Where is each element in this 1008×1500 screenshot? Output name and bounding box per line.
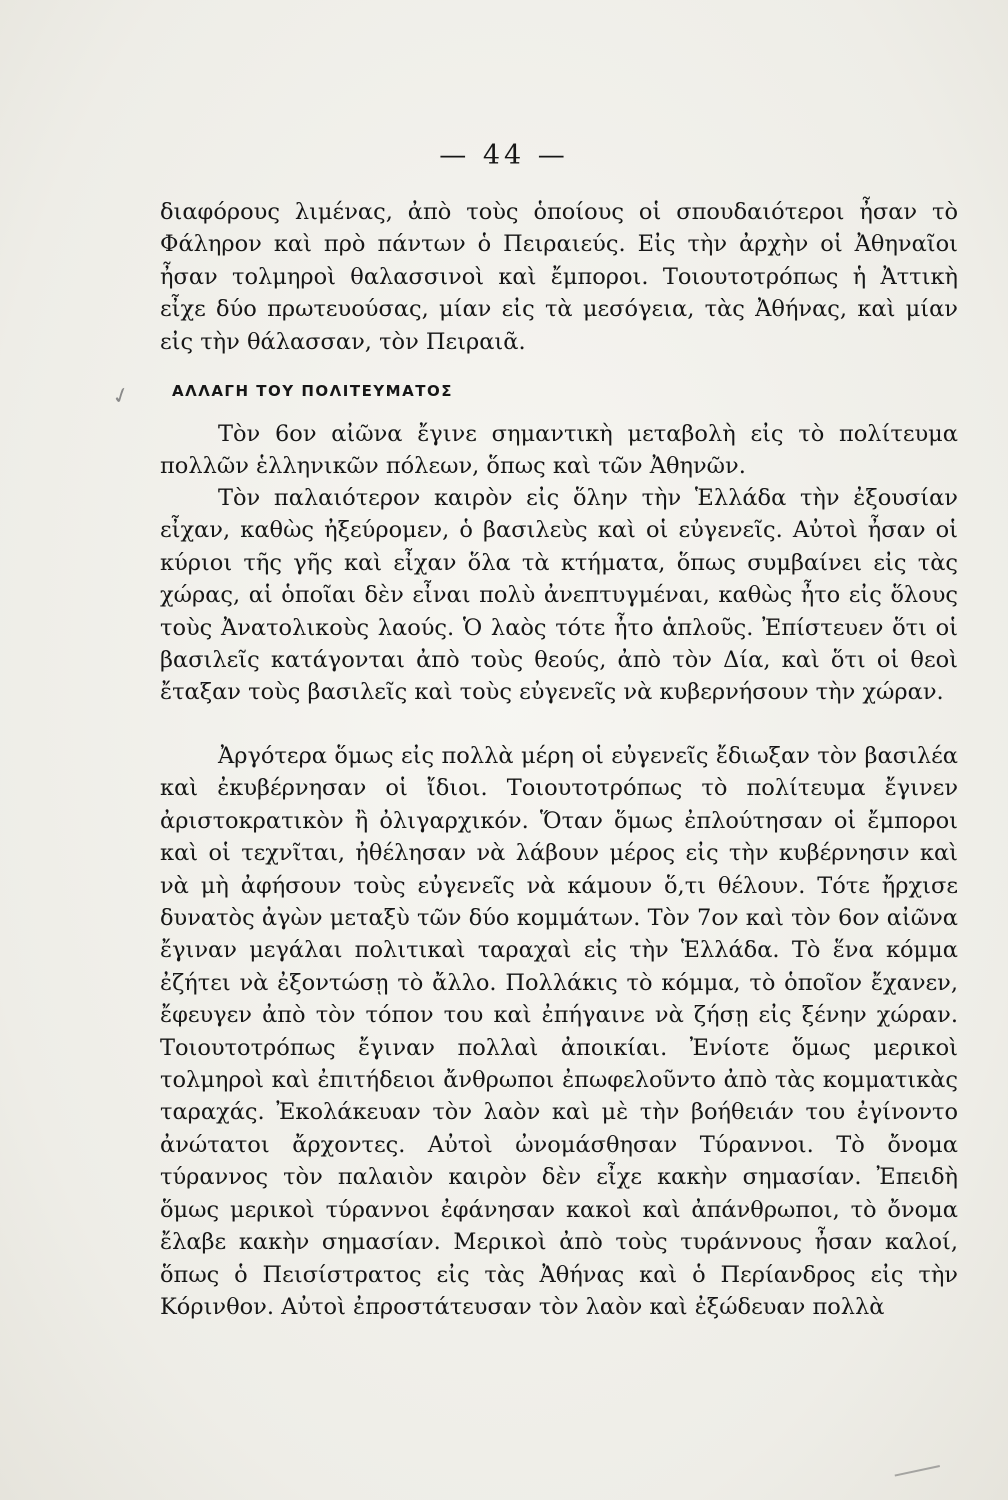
section-heading: ΑΛΛΑΓΗ ΤΟΥ ΠΟΛΙΤΕΥΜΑΤΟΣ <box>172 382 453 400</box>
pencil-scribble-icon <box>890 1443 940 1476</box>
paragraph-tyrants: Ἀργότερα ὅμως εἰς πολλὰ μέρη οἱ εὐγενεῖς ἔδιωξαν τὸν βασιλέα καὶ ἐκυβέρνησαν οἱ ἴδιοι. Τοιουτοτρόπως τὸ πολίτευμα ἔγινεν ἀριστοκρατικὸν ἢ ὀλιγαρχικόν. Ὅταν ὅμως ἐπλούτησαν οἱ ἔμποροι καὶ οἱ τεχνῖται, ἠθέλησαν νὰ λάβουν μέρος εἰς τὴν κυβέρνησιν καὶ νὰ μὴ ἀφήσουν τοὺς εὐγενεῖς νὰ κάμουν ὅ,τι θέλουν. Τότε ἤρχισε δυνατὸς ἀγὼν μεταξὺ τῶν δύο κομμάτων. Τὸν 7ον καὶ τὸν 6ον αἰῶνα ἔγιναν μεγάλαι πολιτικαὶ ταραχαὶ εἰς τὴν Ἑλλάδα. Τὸ ἕνα κόμμα ἐζήτει νὰ ἐξοντώσῃ τὸ ἄλλο. Πολλάκις τὸ κόμμα, τὸ ὁποῖον ἔχανεν, ἔφευγεν ἀπὸ τὸν τόπον του καὶ ἐπήγαινε νὰ ζήσῃ εἰς ξένην χώραν. Τοιουτοτρόπως ἔγιναν πολλαὶ ἀποικίαι. Ἐνίοτε ὅμως μερικοὶ τολμηροὶ καὶ ἐπιτήδειοι ἄνθρωποι ἐπωφελοῦντο ἀπὸ τὰς κομματικὰς ταραχάς. Ἐκολάκευαν τὸν λαὸν καὶ μὲ τὴν βοήθειάν του ἐγίνοντο ἀνώτατοι ἄρχοντες. Αὐτοὶ ὠνομάσθησαν Τύραννοι. Τὸ ὄνομα τύραννος τὸν παλαιὸν καιρὸν δὲν εἶχε κακὴν σημασίαν. Ἐπειδὴ ὅμως μερικοὶ τύραννοι ἐφάνησαν κακοὶ καὶ ἀπάνθρωποι, τὸ ὄνομα ἔλαβε κακὴν σημασίαν. Μερικοὶ ἀπὸ τοὺς τυράννους ἦσαν καλοί, ὅπως ὁ Πεισίστρατος εἰς τὰς Ἀθήνας καὶ ὁ Περίανδρος εἰς τὴν Κόρινθον. Αὐτοὶ ἐπροστάτευσαν τὸν λαὸν καὶ ἐξώδευαν πολλὰ <box>160 743 958 1320</box>
page-number: — 44 — <box>439 140 569 171</box>
paragraph-change: Τὸν 6ον αἰῶνα ἔγινε σημαντικὴ μεταβολὴ εἰς τὸ πολίτευμα πολλῶν ἑλληνικῶν πόλεων, ὅπως καὶ τῶν Ἀθηνῶν. <box>160 421 958 480</box>
paragraph-kings-nobles: Τὸν παλαιότερον καιρὸν εἰς ὅλην τὴν Ἑλλάδα τὴν ἐξουσίαν εἶχαν, καθὼς ἠξεύρομεν, ὁ βασιλεὺς καὶ οἱ εὐγενεῖς. Αὐτοὶ ἦσαν οἱ κύριοι τῆς γῆς καὶ εἶχαν ὅλα τὰ κτήματα, ὅπως συμβαίνει εἰς τὰς χώρας, αἱ ὁποῖαι δὲν εἶναι πολὺ ἀνεπτυγμέναι, καθὼς ἦτο εἰς ὅλους τοὺς Ἀνατολικοὺς λαούς. Ὁ λαὸς τότε ἦτο ἁπλοῦς. Ἐπίστευεν ὅτι οἱ βασιλεῖς κατάγονται ἀπὸ τοὺς θεούς, ἀπὸ τὸν Δία, καὶ ὅτι οἱ θεοὶ ἔταξαν τοὺς βασιλεῖς καὶ τοὺς εὐγενεῖς νὰ κυβερνήσουν τὴν χώραν. <box>160 485 958 706</box>
paragraph-ports: διαφόρους λιμένας, ἀπὸ τοὺς ὁποίους οἱ σπουδαιότεροι ἦσαν τὸ Φάληρον καὶ πρὸ πάντων ὁ Πειραιεύς. Εἰς τὴν ἀρχὴν οἱ Ἀθηναῖοι ἦσαν τολμηροὶ θαλασσινοὶ καὶ ἔμποροι. Τοιουτοτρόπως ἡ Ἀττικὴ εἶχε δύο πρωτευούσας, μίαν εἰς τὰ μεσόγεια, τὰς Ἀθήνας, καὶ μίαν εἰς τὴν θάλασσαν, τὸν Πειραιᾶ. <box>160 199 958 355</box>
pencil-mark-icon: ✓ <box>108 381 134 412</box>
